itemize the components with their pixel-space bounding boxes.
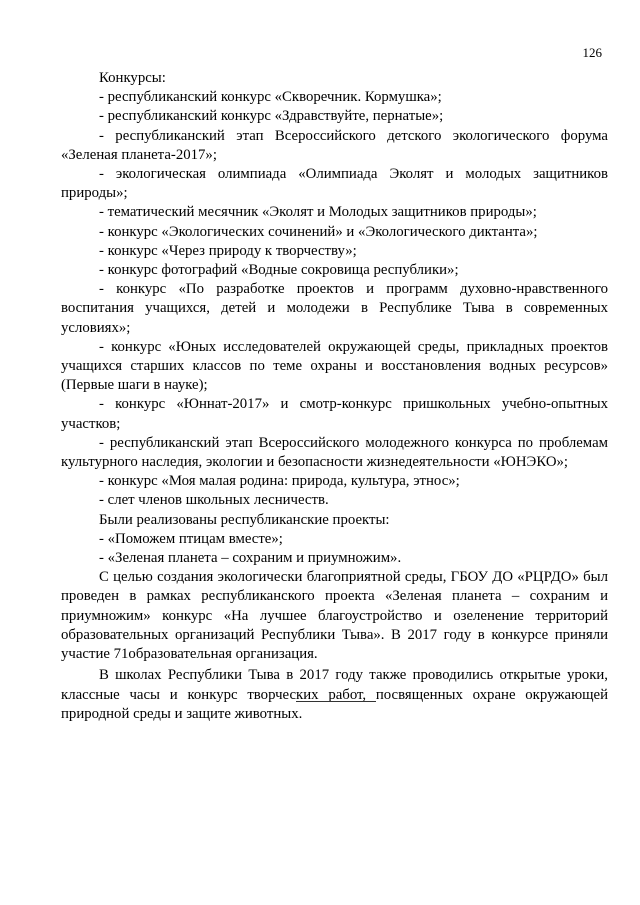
list-item: - конкурс «Через природу к творчеству»;: [99, 242, 357, 259]
list-item: - конкурс «Юннат-2017» и смотр-конкурс пришкольных учебно-опытных участков;: [61, 396, 608, 432]
list-item: - конкурс «Экологических сочинений» и «Экологического диктанта»;: [99, 223, 538, 240]
list-item: - конкурс «Юных исследователей окружающей среды, прикладных проектов учащихся старших классов по теме охраны и восстановления водных ресурсов» (Первые шаги в науке);: [61, 338, 608, 394]
list-item: - конкурс «По разработке проектов и программ духовно-нравственного воспитания учащихся, детей и молодежи в Республике Тыва в современных условиях»;: [61, 281, 608, 336]
body-paragraph: С целью создания экологически благоприятной среды, ГБОУ ДО «РЦРДО» был проведен в рамках республиканского проекта «Зеленая планета – сохраним и приумножим» конкурс «На лучшее благоустройство и озеленение территорий образовательных организаций Республики Тыва». В 2017 году в конкурсе приняли участие 71образовательная организация.: [61, 569, 608, 663]
list-item: - слет членов школьных лесничеств.: [99, 492, 329, 509]
list-item: - экологическая олимпиада «Олимпиада Эколят и молодых защитников природы»;: [61, 166, 608, 202]
document-body: [61, 69, 608, 724]
list-item: - республиканский этап Всероссийского детского экологического форума «Зеленая планета-2017»;: [61, 127, 608, 163]
list-item: - конкурс «Моя малая родина: природа, культура, этнос»;: [99, 473, 460, 490]
list-item: - республиканский конкурс «Скворечник. Кормушка»;: [99, 89, 442, 106]
list-item: - «Поможем птицам вместе»;: [99, 530, 283, 547]
body-paragraph: В школах Республики Тыва в 2017 году также проводились открытые уроки, классные часы и конкурс творческих работ, посвященных охране окружающей природной среды и защите животных.: [61, 667, 608, 722]
list-item: - республиканский этап Всероссийского молодежного конкурса по проблемам культурного наследия, экологии и безопасности жизнедеятельности «ЮНЭКО»;: [61, 434, 608, 471]
end-rule: [296, 701, 376, 702]
list-item: - республиканский конкурс «Здравствуйте, пернатые»;: [99, 108, 444, 125]
list-item: - тематический месячник «Эколят и Молодых защитников природы»;: [99, 204, 537, 221]
list-item: - конкурс фотографий «Водные сокровища республики»;: [99, 262, 459, 279]
page-number: 126: [582, 45, 602, 60]
list-item: - «Зеленая планета – сохраним и приумножим».: [99, 550, 402, 567]
projects-heading: Были реализованы республиканские проекты:: [99, 511, 390, 528]
contests-heading: Конкурсы:: [99, 70, 166, 86]
